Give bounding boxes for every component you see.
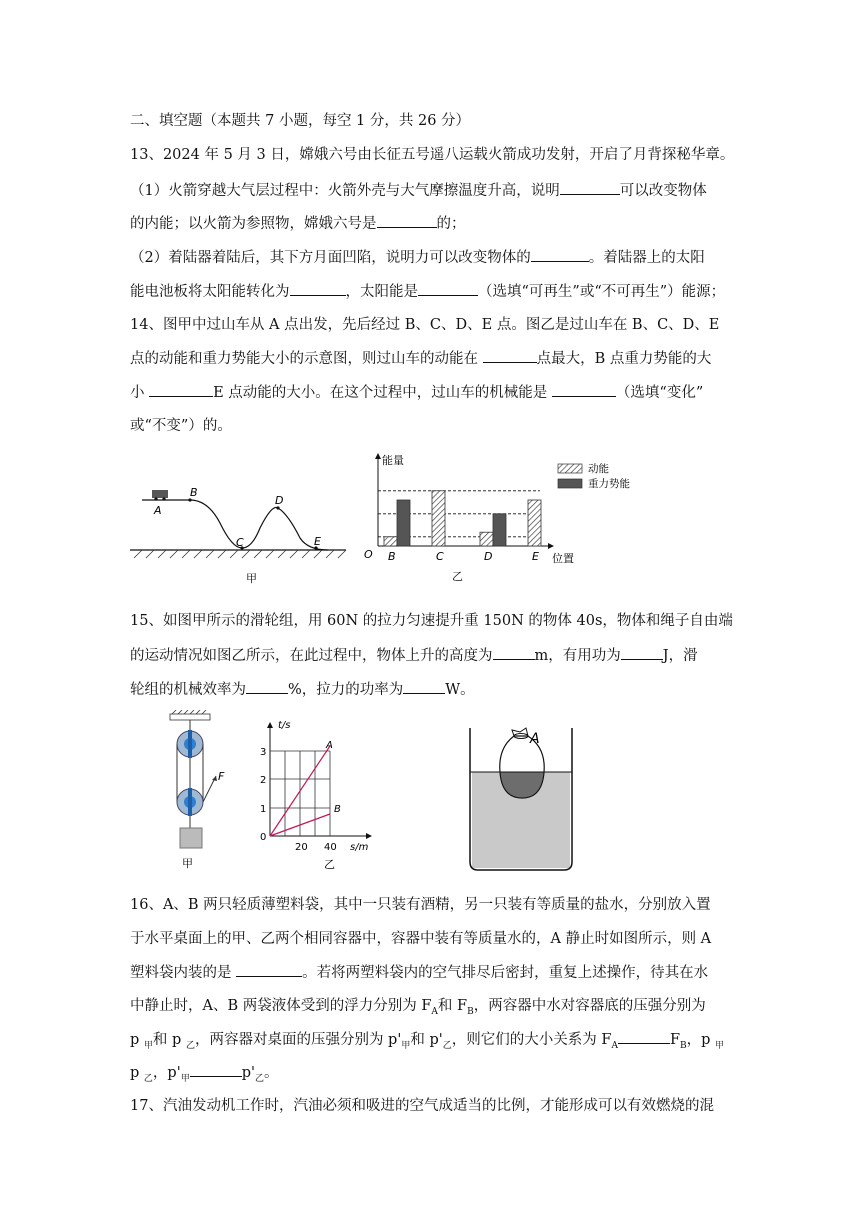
bar-kinetic-E [528, 500, 541, 546]
q15-line-3 [130, 679, 475, 700]
q16-text: ，p' [152, 1065, 181, 1081]
figure-caption-yi: 乙 [452, 570, 463, 583]
legend-swatch-kinetic [558, 464, 582, 473]
subscript: B [467, 1006, 474, 1017]
bar-kinetic-B [384, 537, 397, 546]
answer-blank[interactable] [418, 281, 478, 296]
q14-text: 点最大，B 点重力势能的大 [536, 351, 712, 367]
q16-text: 塑料袋内装的是 [130, 965, 237, 981]
q15-text: J，滑 [662, 648, 698, 664]
subscript: 甲 [715, 1040, 725, 1051]
energy-bar-chart [352, 448, 682, 578]
answer-blank[interactable] [290, 281, 346, 296]
force-label-f: F [218, 770, 225, 783]
bar-kinetic-D [480, 532, 493, 546]
q15-text: 的运动情况如图乙所示，在此过程中，物体上升的高度为 [130, 648, 493, 664]
x-tick-label: 20 [295, 842, 308, 853]
q13-text: 的； [436, 216, 466, 232]
answer-blank[interactable] [377, 213, 437, 228]
roller-coaster-figure [128, 478, 348, 590]
q16-text: 。若将两塑料袋内的空气排尽后密封，重复上述操作，待其在水 [302, 965, 709, 981]
subscript: 甲 [180, 1073, 190, 1084]
answer-blank[interactable] [246, 679, 288, 694]
bar-potential-D [493, 514, 506, 546]
category-label-B: B [388, 550, 396, 563]
q14-line-4: 或“不变”）的。 [130, 418, 232, 434]
q14-text: E 点动能的大小。在这个过程中，过山车的机械能是 [213, 385, 552, 401]
y-tick-label: 2 [260, 775, 267, 786]
subscript: 甲 [401, 1040, 411, 1051]
x-tick-label: 40 [324, 842, 337, 853]
subscript: 乙 [442, 1040, 452, 1051]
time-distance-graph [250, 716, 382, 876]
answer-blank[interactable] [493, 645, 535, 660]
subscript: 甲 [143, 1040, 153, 1051]
section-title: 二、填空题（本题共 7 小题，每空 1 分，共 26 分） [130, 113, 471, 129]
legend-label-potential: 重力势能 [588, 478, 630, 490]
subscript: A [611, 1040, 618, 1051]
q14-text: 点的动能和重力势能大小的示意图，则过山车的动能在 [130, 351, 483, 367]
q13-line-5 [130, 281, 725, 302]
bar-potential-B [397, 500, 410, 546]
figure-caption-jia: 甲 [182, 857, 193, 870]
q16-text: p' [241, 1065, 255, 1081]
q15-line-1: 15、如图甲所示的滑轮组，用 60N 的拉力匀速提升重 150N 的物体 40s，物体和绳子自由端 [130, 613, 733, 629]
subscript: A [431, 1006, 438, 1017]
subscript: B [680, 1040, 687, 1051]
q16-text: ，两容器对桌面的压强分别为 p' [194, 1032, 402, 1048]
q15-text: %，拉力的功率为 [288, 682, 404, 698]
point-label-b: B [190, 486, 198, 499]
q15-text: m，有用功为 [534, 648, 621, 664]
chart-bars [384, 491, 541, 563]
q14-line-1: 14、图甲中过山车从 A 点出发，先后经过 B、C、D、E 点。图乙是过山车在 B、C、D、E [130, 317, 720, 333]
q16-text: 中静止时，A、B 两袋液体受到的浮力分别为 F [130, 998, 432, 1014]
figure-caption-jia: 甲 [246, 572, 257, 585]
bar-kinetic-C [432, 491, 445, 546]
q16-text: ，两容器中水对容器底的压强分别为 [473, 998, 706, 1014]
q13-text: 能电池板将太阳能转化为 [130, 284, 290, 300]
q14-text: 小 [130, 385, 150, 401]
q13-text: （选填“可再生”或“不可再生”）能源； [478, 284, 726, 300]
q13-line-3 [130, 213, 466, 234]
answer-blank[interactable] [621, 645, 663, 660]
q14-line-2 [130, 348, 711, 369]
legend-label-kinetic: 动能 [588, 463, 609, 475]
pulley-figure [160, 710, 250, 872]
x-axis-arrow [548, 543, 554, 549]
answer-blank[interactable] [618, 1029, 670, 1044]
point-label-e: E [314, 535, 321, 548]
chart-ylabel: 能量 [382, 454, 404, 467]
q16-text: 和 F [437, 998, 468, 1014]
q15-text: W。 [445, 682, 475, 698]
q13-line-2 [130, 180, 707, 201]
q17-line-1: 17、汽油发动机工作时，汽油必须和吸进的空气成适当的比例，才能形成可以有效燃烧的混 [130, 1098, 714, 1114]
q16-text: 和 p [152, 1032, 186, 1048]
figure-caption-yi: 乙 [324, 858, 335, 871]
category-label-E: E [532, 550, 539, 563]
q15-line-2 [130, 645, 698, 666]
q14-line-3 [130, 382, 703, 403]
answer-blank[interactable] [483, 348, 537, 363]
q16-line-4 [130, 996, 706, 1022]
graph-ylabel: t/s [278, 720, 291, 731]
bag-label-a: A [530, 731, 540, 747]
q16-line-5 [130, 1029, 724, 1056]
q13-text: 。着陆器上的太阳 [588, 250, 705, 266]
q13-line-4 [130, 247, 705, 268]
q16-text: p [130, 1065, 144, 1081]
point-label-a: A [154, 504, 162, 517]
answer-blank[interactable] [552, 382, 616, 397]
q16-text: 和 p' [410, 1032, 443, 1048]
container-bag-figure [462, 718, 582, 874]
chart-xlabel: 位置 [552, 552, 574, 565]
q16-line-1: 16、A、B 两只轻质薄塑料袋，其中一只装有酒精，另一只装有等质量的盐水，分别放入置 [130, 897, 711, 913]
answer-blank[interactable] [149, 382, 213, 397]
y-tick-label: 3 [260, 747, 267, 758]
category-label-D: D [484, 550, 493, 563]
q13-text: 可以改变物体 [619, 183, 707, 199]
q16-text: ，则它们的大小关系为 F [451, 1032, 612, 1048]
q16-text: ，p [686, 1032, 716, 1048]
answer-blank[interactable] [236, 962, 302, 977]
q13-text: （1）火箭穿越大气层过程中：火箭外壳与大气摩擦温度升高，说明 [130, 183, 560, 199]
y-tick-label: 0 [260, 832, 267, 843]
line-label-a: A [326, 740, 333, 751]
q15-text: 轮组的机械效率为 [130, 682, 246, 698]
answer-blank[interactable] [403, 679, 445, 694]
y-tick-label: 1 [260, 804, 267, 815]
q13-text: 的内能；以火箭为参照物，嫦娥六号是 [130, 216, 377, 232]
graph-xlabel: s/m [350, 842, 369, 853]
category-label-C: C [436, 550, 444, 563]
q16-text: 。 [264, 1065, 279, 1081]
y-axis-arrow [375, 453, 381, 459]
chart-origin-label: O [364, 548, 373, 561]
answer-blank[interactable] [531, 247, 589, 262]
q13-line-1: 13、2024 年 5 月 3 日，嫦娥六号由长征五号遥八运载火箭成功发射，开启了月背探秘华章。 [130, 147, 735, 163]
q16-line-6 [130, 1062, 279, 1089]
q14-text: （选填“变化” [615, 385, 704, 401]
legend-swatch-potential [558, 479, 582, 488]
subscript: 乙 [143, 1073, 153, 1084]
answer-blank[interactable] [560, 180, 620, 195]
q16-text: p [130, 1032, 144, 1048]
subscript: 乙 [255, 1073, 265, 1084]
q16-text: F [669, 1032, 680, 1048]
q16-line-3 [130, 962, 708, 983]
line-label-b: B [334, 804, 341, 815]
q13-text: （2）着陆器着陆后，其下方月面凹陷，说明力可以改变物体的 [130, 250, 531, 266]
subscript: 乙 [185, 1040, 195, 1051]
point-label-d: D [275, 494, 284, 507]
point-label-c: C [236, 536, 244, 549]
q13-text: ，太阳能是 [345, 284, 418, 300]
q16-line-2: 于水平桌面上的甲、乙两个相同容器中，容器中装有等质量水的，A 静止时如图所示，则 A [130, 931, 712, 947]
answer-blank[interactable] [190, 1062, 242, 1077]
